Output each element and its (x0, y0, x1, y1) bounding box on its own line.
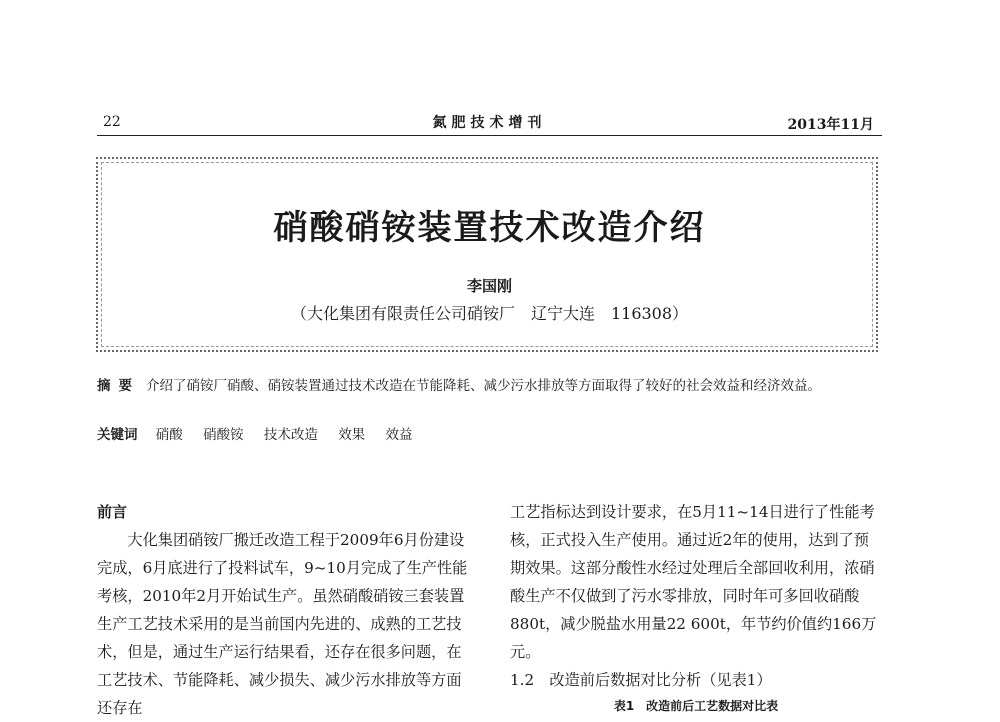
article-author: 李国刚 (466, 277, 512, 295)
journal-name: 氮肥技术增刊 (432, 115, 547, 131)
issue-date: 2013年11月 (787, 117, 874, 133)
page-number: 22 (103, 114, 121, 130)
abstract-text: 介绍了硝铵厂硝酸、硝铵装置通过技术改造在节能降耗、减少污水排放等方面取得了较好的社会效益和经济效益。 (146, 378, 821, 394)
keyword: 硝酸 (155, 427, 183, 443)
author-affiliation: （大化集团有限责任公司硝铵厂 辽宁大连 116308） (290, 304, 689, 323)
body-column-left (97, 498, 469, 722)
keyword: 效益 (385, 427, 413, 443)
abstract-label: 摘要 (97, 378, 140, 394)
keywords (97, 423, 882, 443)
article-title: 硝酸硝铵装置技术改造介绍 (273, 208, 706, 248)
preface-paragraph: 大化集团硝铵厂搬迁改造工程于2009年6月份建设完成，6月底进行了投料试车，9~10月完成了生产性能考核，2010年2月开始试生产。虽然硝酸硝铵三套装置生产工艺技术采用的是当前国内先进的、成熟的工艺技术，但是，通过生产运行结果看，还存在很多问题，在工艺技术、节能降耗、减少损失、减少污水排放等方面还存在 (97, 531, 468, 717)
section-heading-preface: 前言 (97, 503, 128, 521)
header-rule (97, 135, 882, 136)
body-column-right (510, 498, 882, 694)
abstract (97, 375, 882, 398)
keyword: 硝酸铵 (203, 427, 244, 443)
keyword: 效果 (338, 427, 366, 443)
continued-paragraph: 工艺指标达到设计要求，在5月11~14日进行了性能考核，正式投入生产使用。通过近2年的使用，达到了预期效果。这部分酸性水经过处理后全部回收利用，浓硝酸生产不仅做到了污水零排放，同时年可多回收硝酸880t，减少脱盐水用量22 600t，年节约价值约166万元。 (510, 503, 877, 661)
keyword: 技术改造 (263, 427, 318, 443)
table-caption: 表1 改造前后工艺数据对比表 (613, 699, 779, 713)
page-header (97, 112, 882, 136)
keywords-label: 关键词 (97, 427, 138, 443)
subsection-heading: 1.2 改造前后数据对比分析（见表1） (510, 671, 772, 689)
